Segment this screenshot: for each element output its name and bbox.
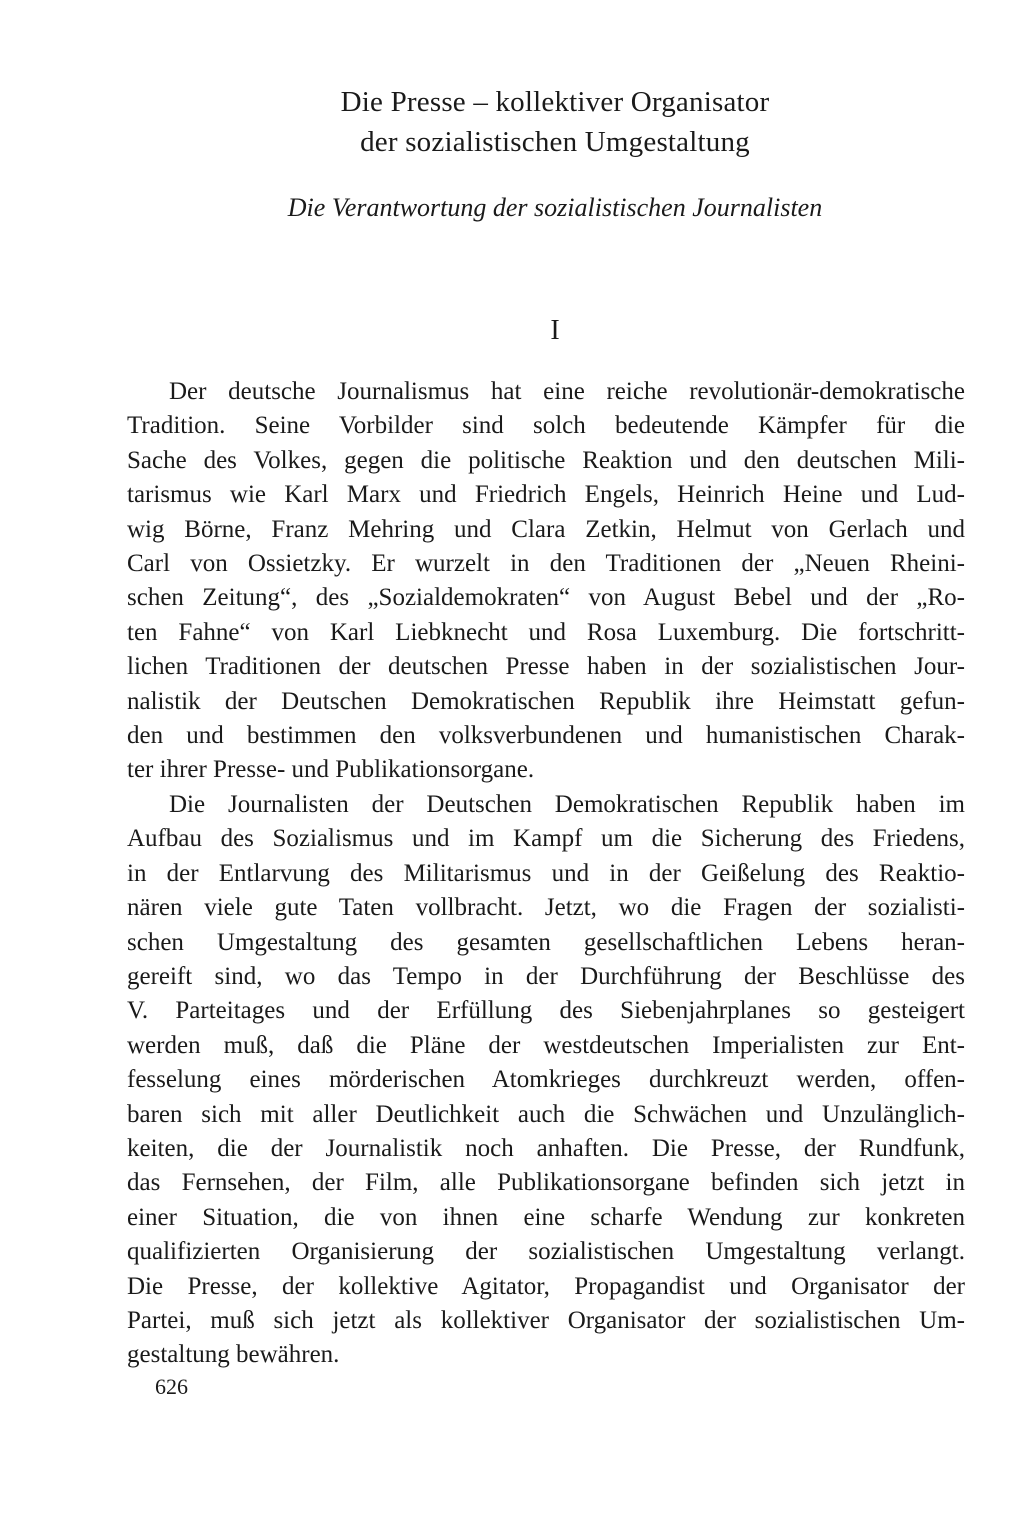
page-title [0, 82, 1024, 162]
text-line: in der Entlarvung des Militarismus und in der Geißelung des Reaktio- [127, 859, 965, 887]
text-line: Carl von Ossietzky. Er wurzelt in den Traditionen der „Neuen Rheini- [127, 550, 965, 578]
paragraph-1 [127, 375, 965, 788]
text-line: V. Parteitages und der Erfüllung des Siebenjahrplanes so gesteigert [127, 997, 965, 1025]
text-line: wig Börne, Franz Mehring und Clara Zetkin, Helmut von Gerlach und [127, 515, 965, 543]
title-line-2: der sozialistischen Umgestaltung [360, 126, 750, 158]
text-line: werden muß, daß die Pläne der westdeutschen Imperialisten zur Ent- [127, 1031, 965, 1059]
text-line: ter ihrer Presse- und Publikationsorgane. [127, 756, 535, 784]
text-line: einer Situation, die von ihnen eine scharfe Wendung zur konkreten [127, 1203, 965, 1231]
paragraph-2 [127, 788, 965, 1373]
text-line: baren sich mit aller Deutlichkeit auch die Schwächen und Unzulänglich- [127, 1100, 965, 1128]
text-line: qualifizierten Organisierung der sozialistischen Umgestaltung verlangt. [127, 1238, 965, 1266]
title-line-1: Die Presse – kollektiver Organisator [340, 86, 770, 118]
text-line: schen Umgestaltung des gesamten gesellschaftlichen Lebens heran- [127, 928, 965, 956]
text-line: Die Journalisten der Deutschen Demokratischen Republik haben im [169, 790, 965, 818]
text-line: gereift sind, wo das Tempo in der Durchführung der Beschlüsse des [127, 962, 965, 990]
section-number: I [550, 315, 560, 346]
body-text [127, 375, 965, 1373]
text-line: den und bestimmen den volksverbundenen und humanistischen Charak- [127, 722, 965, 750]
text-line: Die Presse, der kollektive Agitator, Propagandist und Organisator der [127, 1272, 965, 1300]
text-line: Sache des Volkes, gegen die politische Reaktion und den deutschen Mili- [127, 446, 965, 474]
text-line: das Fernsehen, der Film, alle Publikationsorgane befinden sich jetzt in [127, 1169, 965, 1197]
subtitle: Die Verantwortung der sozialistischen Journalisten [287, 193, 823, 222]
text-line: nalistik der Deutschen Demokratischen Republik ihre Heimstatt gefun- [127, 687, 965, 715]
text-line: schen Zeitung“, des „Sozialdemokraten“ von August Bebel und der „Ro- [127, 584, 965, 612]
text-line: tarismus wie Karl Marx und Friedrich Engels, Heinrich Heine und Lud- [127, 481, 965, 509]
text-line: nären viele gute Taten vollbracht. Jetzt, wo die Fragen der sozialisti- [127, 894, 965, 922]
page-number: 626 [155, 1374, 188, 1399]
text-line: Partei, muß sich jetzt als kollektiver Organisator der sozialistischen Um- [127, 1306, 965, 1334]
text-line: keiten, die der Journalistik noch anhaften. Die Presse, der Rundfunk, [127, 1134, 965, 1162]
text-line: lichen Traditionen der deutschen Presse haben in der sozialistischen Jour- [127, 653, 965, 681]
text-line: Aufbau des Sozialismus und im Kampf um die Sicherung des Friedens, [127, 825, 965, 853]
text-line: gestaltung bewähren. [127, 1341, 340, 1369]
text-line: Tradition. Seine Vorbilder sind solch bedeutende Kämpfer für die [127, 412, 965, 440]
text-line: fesselung eines mörderischen Atomkrieges durchkreuzt werden, offen- [127, 1066, 965, 1094]
text-line: ten Fahne“ von Karl Liebknecht und Rosa Luxemburg. Die fortschritt- [127, 618, 965, 646]
text-line: Der deutsche Journalismus hat eine reiche revolutionär-demokratische [169, 378, 965, 405]
